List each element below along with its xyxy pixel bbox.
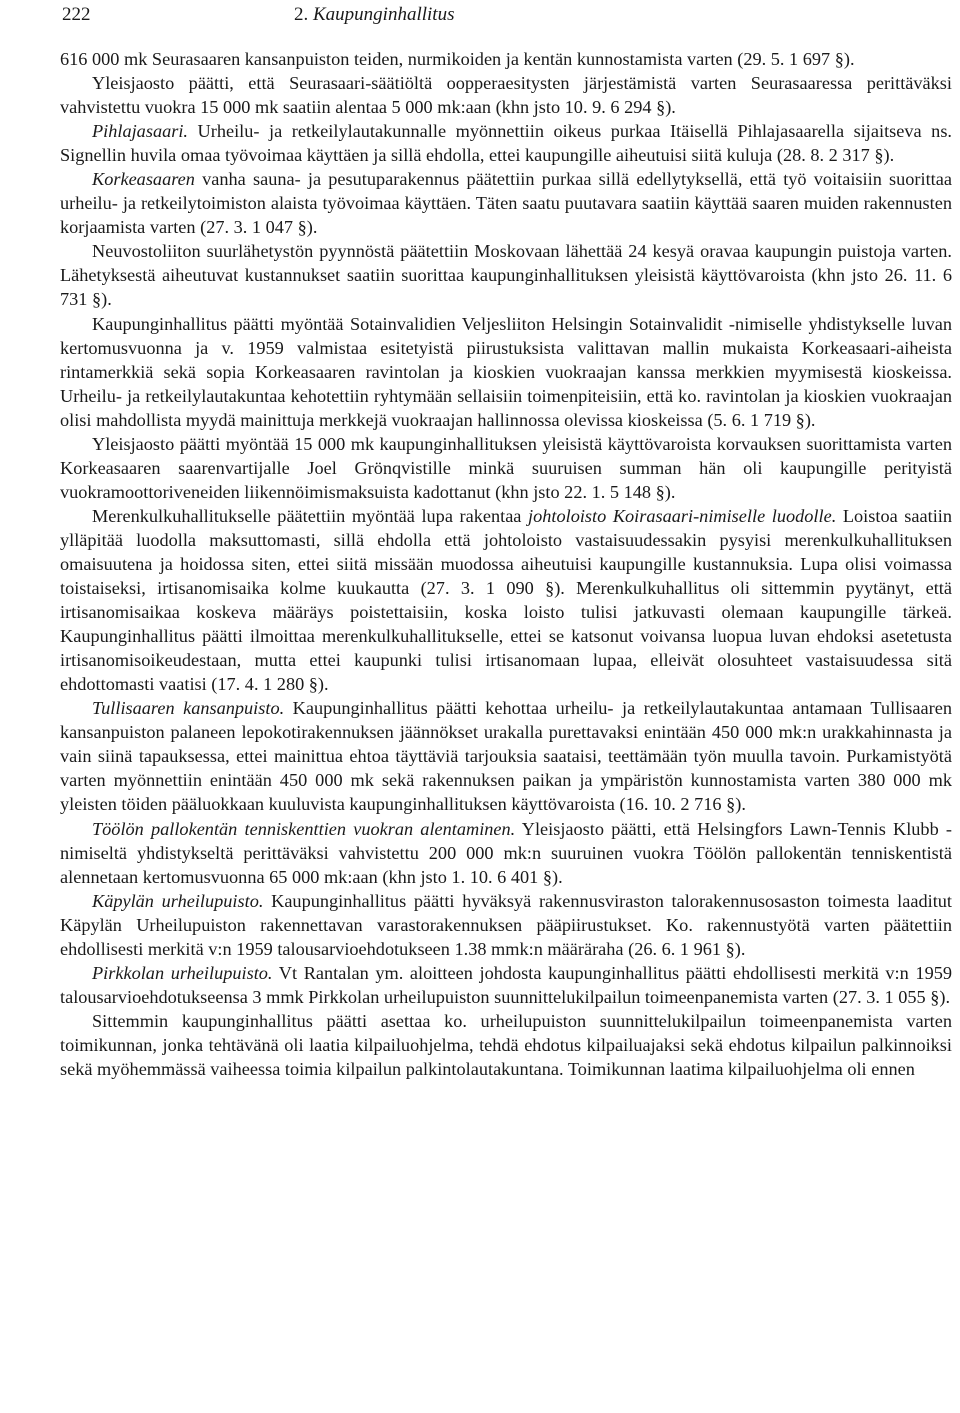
- running-head: [60, 2, 952, 28]
- paragraph: Yleisjaosto päätti, että Seurasaari-säätiöltä oopperaesitysten järjestämistä varten Seurasaaressa perittäväksi vahvistettu vuokra 15 000 mk saatiin alentaa 5 000 mk:aan (khn jsto 10. 9. 6 294 §).: [60, 73, 952, 118]
- paragraph: Neuvostoliiton suurlähetystön pyynnöstä päätettiin Moskovaan lähettää 24 kesyä oravaa kaupungin puistoja varten. Lähetyksestä aiheutuvat kustannukset saatiin suorittaa kaupunginhallituksen yleisistä käyttövaroista (khn jsto 26. 11. 6 731 §).: [60, 241, 952, 310]
- chapter-title: Kaupunginhallitus: [313, 4, 455, 25]
- body-text: [60, 47, 952, 1081]
- section-lead: Korkeasaaren: [92, 169, 195, 190]
- paragraph: Yleisjaosto päätti myöntää 15 000 mk kaupunginhallituksen yleisistä käyttövaroista korvauksen suorittamista varten Korkeasaaren saarenvartijalle Joel Grönqvistille minkä suuruisen summan hän oli kaupungille perityistä vuokramoottoriveneiden liikennöimismaksuista kadottanut (khn jsto 22. 1. 5 148 §).: [60, 433, 952, 502]
- section-lead: johtoloisto Koirasaari-nimiselle luodolle.: [528, 505, 837, 526]
- section-lead: Pirkkolan urheilupuisto.: [92, 962, 273, 983]
- section-lead: Pihlajasaari.: [92, 121, 188, 142]
- paragraph: Sittemmin kaupunginhallitus päätti asettaa ko. urheilupuiston suunnittelukilpailun toimeenpanemista varten toimikunnan, jonka tehtävänä oli laatia kilpailuohjelma, tehdä ehdotus kilpailuajaksi sekä ehdotus kilpailun palkinnoiksi sekä myöhemmässä vaiheessa toimia kilpailun palkintolautakuntana. Toimikunnan laatima kilpailuohjelma oli ennen: [60, 1010, 952, 1079]
- paragraph-pirkkola: Pirkkolan urheilupuisto. Vt Rantalan ym. aloitteen johdosta kaupunginhallitus päätti ehdollisesti merkitä v:n 1959 talousarvioehdotukseensa 3 mmk Pirkkolan urheilupuiston suunnittelukilpailun toimeenpanemista varten (27. 3. 1 055 §).: [60, 962, 952, 1007]
- paragraph: Kaupunginhallitus päätti myöntää Sotainvalidien Veljesliiton Helsingin Sotainvalidit -nimiselle yhdistykselle luvan kertomusvuonna ja v. 1959 valmistaa esitetyistä piirustuksista valittavan mallin mukaista Korkeasaari-aiheista rintamerkkiä sekä sopia Korkeasaaren ravintolan ja kioskien vuokraajan kanssa merkkien myymisestä kioskeissa. Urheilu- ja retkeilylautakuntaa kehotettiin ryhtymään sellaisiin toimenpiteisiin, että ko. ravintolan ja kioskien vuokraajan olisi mahdollista myydä mainittuja merkkejä vuokraajan hallinnossa olevissa kioskeissa (5. 6. 1 719 §).: [60, 313, 952, 430]
- paragraph-korkeasaari: Korkeasaaren vanha sauna- ja pesutuparakennus päätettiin purkaa sillä edellytyksellä, että työ voitaisiin suorittaa urheilu- ja retkeilytoimiston alaista työvoimaa käyttäen. Täten saatu puutavara saatiin käyttää saaren muiden rakennusten korjaamista varten (27. 3. 1 047 §).: [60, 169, 952, 238]
- chapter-heading: [294, 2, 454, 28]
- paragraph-kapyla: Käpylän urheilupuisto. Kaupunginhallitus päätti hyväksyä rakennusviraston talorakennusosaston toimesta laaditut Käpylän Urheilupuiston rakennettavan varastorakennuksen pääpiirustukset. Ko. rakennustyötä varten päätettiin ehdollisesti merkitä v:n 1959 talousarvioehdotukseen 1.38 mmk:n määräraha (26. 6. 1 961 §).: [60, 890, 952, 959]
- paragraph-pihlajasaari: Pihlajasaari. Urheilu- ja retkeilylautakunnalle myönnettiin oikeus purkaa Itäisellä Pihlajasaarella sijaitseva ns. Signellin huvila omaa työvoimaa käyttäen ja sillä ehdolla, ettei kaupungille aiheutuisi siitä kuluja (28. 8. 2 317 §).: [60, 121, 952, 166]
- section-lead: Tullisaaren kansanpuisto.: [92, 698, 285, 719]
- section-lead: Töölön pallokentän tenniskenttien vuokran alentaminen.: [92, 818, 516, 839]
- paragraph-toolo: Töölön pallokentän tenniskenttien vuokran alentaminen. Yleisjaosto päätti, että Helsingfors Lawn-Tennis Klubb -nimiseltä yhdistykseltä perittäväksi vahvistettu 200 000 mk:n suuruinen vuokra Töölön pallokentän tenniskentistä alennetaan kertomusvuonna 65 000 mk:aan (khn jsto 1. 10. 6 401 §).: [60, 818, 952, 887]
- page-number: 222: [62, 4, 91, 25]
- paragraph-johtoloisto: Merenkulkuhallitukselle päätettiin myöntää lupa rakentaa johtoloisto Koirasaari-nimiselle luodolle. Loistoa saatiin ylläpitää luodolla maksuttomasti, sillä ehdolla että johtoloisto vastaisuudessakin pysyisi merenkulkuhallituksen omaisuutena ja hoidossa siten, ettei siitä missään muodossa aiheutuisi kaupungille kustannuksia. Lupa olisi voimassa toistaiseksi, irtisanomisaika kolme kuukautta (27. 3. 1 090 §). Merenkulkuhallitus oli sittemmin pyytänyt, että irtisanomisaikaa koskeva määräys poistettaisiin, koska loisto tulisi jatkuvasti olemaan kaupungille tärkeä. Kaupunginhallitus päätti ilmoittaa merenkulkuhallitukselle, ettei se katsonut voivansa luopua luvan ehdoksi asetetusta irtisanomisoikeudestaan, mutta ettei kaupunki tulisi irtisanomaan lupaa, elleivät olosuhteet vastaisuudessa sitä ehdottomasti vaatisi (17. 4. 1 280 §).: [60, 505, 953, 695]
- paragraph: 616 000 mk Seurasaaren kansanpuiston teiden, nurmikoiden ja kentän kunnostamista varten (29. 5. 1 697 §).: [60, 49, 855, 69]
- section-lead: Käpylän urheilupuisto.: [92, 890, 264, 911]
- paragraph-tullisaari: Tullisaaren kansanpuisto. Kaupunginhallitus päätti kehottaa urheilu- ja retkeilylautakuntaa antamaan Tullisaaren kansanpuiston palaneen lepokotirakennuksen jäännökset urakalla purettavaksi enintään 450 000 mk:n urakkahinnasta ja vain siinä tapauksessa, ettei mainittua ehtoa täyttäviä tarjouksia saataisi, teettämään työn muulla tavoin. Purkamistyötä varten myönnettiin enintään 450 000 mk sekä rakennuksen paikan ja ympäristön kunnostamista varten 380 000 mk yleisten töiden pääluokkaan kuuluvista kaupunginhallituksen käyttövaroista (16. 10. 2 716 §).: [60, 698, 952, 815]
- chapter-number: 2.: [294, 4, 309, 25]
